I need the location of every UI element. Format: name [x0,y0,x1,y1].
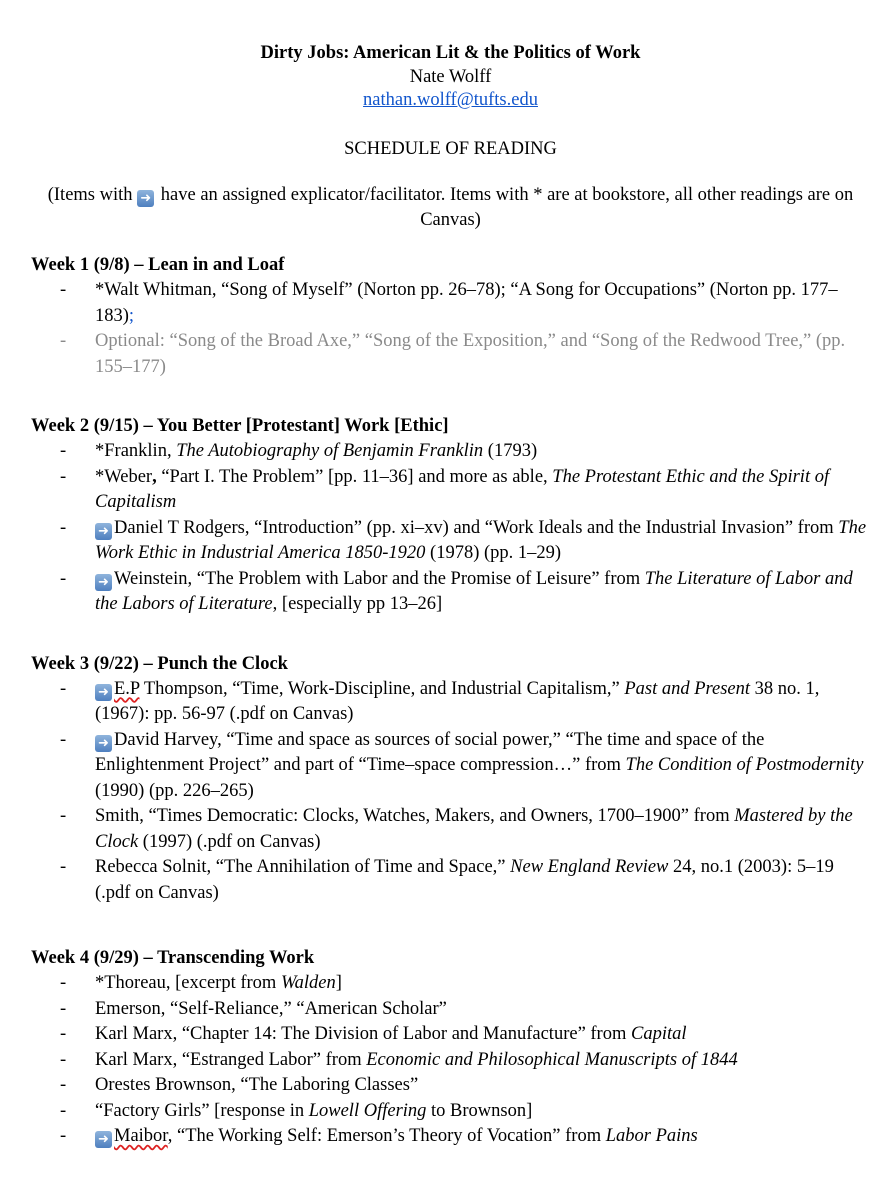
list-item [31,567,870,618]
list-item [31,804,870,855]
reading-tail: ; [128,305,135,326]
reading-list [31,677,870,907]
list-item [31,971,870,997]
reading-text: , “The Working Self: Emerson’s Theory of Vocation” from [167,1126,606,1146]
reading-text: Orestes Brownson, “The Laboring Classes” [95,1075,419,1095]
list-item [31,278,870,329]
list-item [31,516,870,567]
reading-title: The Condition of Postmodernity [625,755,864,775]
reading-title: Lowell Offering [308,1100,427,1121]
list-item-optional [31,329,870,380]
reading-title: Walden [280,973,336,993]
reading-title: Labor Pains [605,1126,698,1146]
legend-note-start: (Items with [47,185,138,205]
reading-title: The Work Ethic in Industrial America 1850-1920 [95,517,867,563]
reading-text: , [especially pp 13–26] [272,594,443,614]
right-arrow-icon: ➜ [95,684,112,701]
week-4-section [31,946,870,1150]
reading-text: Rebecca Solnit, “The Annihilation of Time and Space,” [95,857,511,877]
reading-title: New England Review [510,857,669,877]
reading-text: , [152,466,157,487]
week-heading: Week 3 (9/22) – Punch the Clock [31,653,288,674]
week-heading: Week 2 (9/15) – You Better [Protestant] Work [Ethic] [31,416,449,436]
reading-text: E.P [114,678,140,699]
week-3-section [31,652,870,907]
list-item [31,997,870,1023]
right-arrow-icon: ➜ [95,523,112,540]
reading-text: to Brownson] [426,1100,533,1121]
reading-text: Smith, “Times Democratic: Clocks, Watches, Makers, and Owners, 1700–1900” from [95,806,735,826]
reading-text: Optional: “Song of the Broad Axe,” “Song of the Exposition,” and “Song of the Redwood Tree,” (pp. 155–177) [95,331,846,377]
course-title: Dirty Jobs: American Lit & the Politics of Work [260,43,641,63]
list-item [31,1073,870,1099]
reading-list [31,971,870,1150]
reading-text: (1990) (pp. 226–265) [95,780,254,801]
reading-text: (1793) [483,441,538,461]
list-item [31,677,870,728]
document-header [31,0,870,233]
reading-text: ] [335,973,342,993]
legend-note [31,183,870,233]
list-item [31,1099,870,1125]
reading-text: *Weber [95,466,153,487]
reading-title: Past and Present [624,678,751,699]
week-1-section [31,253,870,380]
list-item [31,465,870,516]
right-arrow-icon: ➜ [137,190,154,207]
reading-title: Mastered by the Clock [95,806,853,852]
reading-title: Capital [631,1024,687,1044]
reading-title: The Literature of Labor and the Labors of Literature [95,568,853,614]
reading-text: *Franklin, [95,441,177,461]
list-item [31,855,870,906]
reading-title: The Protestant Ethic and the Spirit of Capitalism [95,466,830,512]
reading-text: “Factory Girls” [response in [95,1100,309,1121]
reading-text: Karl Marx, “Estranged Labor” from [95,1049,367,1070]
legend-note-end: have an assigned explicator/facilitator. Items with * are at bookstore, all other readings are on Canvas) [156,185,854,230]
list-item [31,728,870,805]
list-item [31,1124,870,1150]
reading-title: Economic and Philosophical Manuscripts of 1844 [366,1049,738,1070]
reading-text: (1997) (.pdf on Canvas) [138,831,321,852]
week-2-section [31,414,870,618]
reading-text: David Harvey, “Time and space as sources of social power,” “The time and space of the Enlightenment Project” and part of “Time–space compression…” from [95,729,765,775]
reading-text: 38 no. 1, (1967): pp. 56-97 (.pdf on Canvas) [95,678,820,724]
reading-text: Thompson, “Time, Work-Discipline, and Industrial Capitalism,” [139,678,625,699]
email-link[interactable]: nathan.wolff@tufts.edu [363,90,538,110]
reading-text: Weinstein, “The Problem with Labor and the Promise of Leisure” from [114,568,645,589]
reading-text: 24, no.1 (2003): 5–19 (.pdf on Canvas) [95,857,834,903]
list-item [31,439,870,465]
reading-text: *Thoreau, [excerpt from [95,973,281,993]
reading-text: (1978) (pp. 1–29) [425,543,562,563]
list-item [31,1022,870,1048]
reading-text: “Part I. The Problem” [pp. 11–36] and more as able, [156,466,553,487]
reading-text: *Walt Whitman, “Song of Myself” (Norton pp. 26–78); “A Song for Occupations” (Norton pp. 177–183) [95,280,838,326]
right-arrow-icon: ➜ [95,1131,112,1148]
week-heading: Week 4 (9/29) – Transcending Work [31,948,315,968]
list-item [31,1048,870,1074]
reading-text: Karl Marx, “Chapter 14: The Division of Labor and Manufacture” from [95,1024,631,1044]
reading-text: Maibor [114,1126,168,1146]
instructor-name: Nate Wolff [409,66,492,87]
right-arrow-icon: ➜ [95,574,112,591]
reading-text: Daniel T Rodgers, “Introduction” (pp. xi–xv) and “Work Ideals and the Industrial Invasion” from [114,517,839,538]
reading-list [31,278,870,380]
right-arrow-icon: ➜ [95,735,112,752]
reading-list [31,439,870,618]
week-heading: Week 1 (9/8) – Lean in and Loaf [31,255,285,275]
schedule-heading: SCHEDULE OF READING [344,138,557,159]
reading-text: Emerson, “Self-Reliance,” “American Scholar” [95,998,447,1019]
reading-title: The Autobiography of Benjamin Franklin [176,441,484,461]
